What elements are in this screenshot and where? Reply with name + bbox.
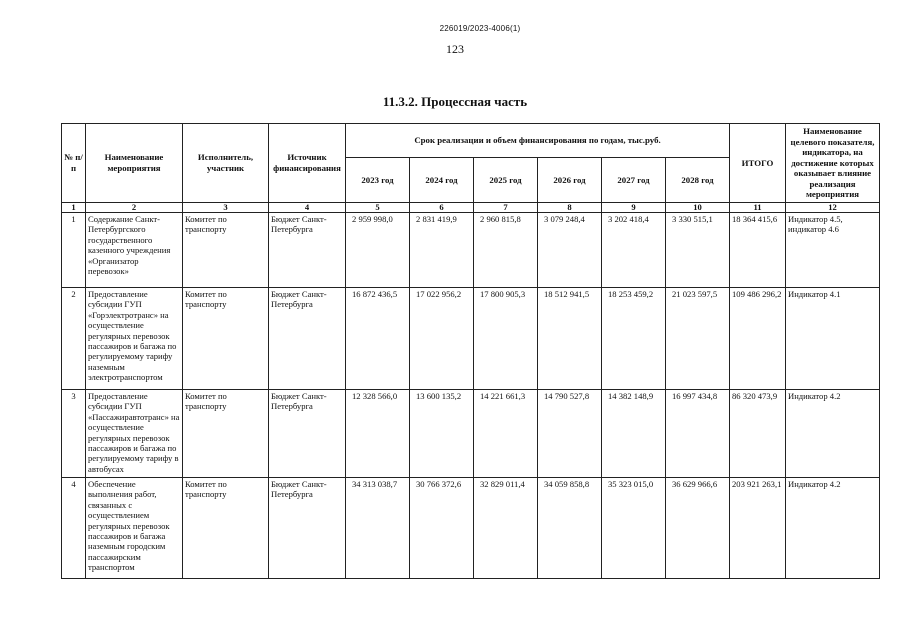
header-executor: Исполнитель, участник	[183, 124, 269, 203]
row-name: Предоставление субсидии ГУП «Горэлектротранс» на осуществление регулярных перевозок пассажиров и багажа по регулируемому тарифу наземным электротранспортом	[86, 288, 183, 390]
table-row	[62, 288, 880, 390]
column-index: 1	[62, 203, 86, 213]
row-value: 17 800 905,3	[474, 288, 538, 390]
row-value: 13 600 135,2	[410, 390, 474, 478]
row-value: 21 023 597,5	[666, 288, 730, 390]
header-year: 2028 год	[666, 158, 730, 203]
row-num: 2	[62, 288, 86, 390]
header-total: ИТОГО	[730, 124, 786, 203]
row-source: Бюджет Санкт-Петербурга	[269, 288, 346, 390]
column-index: 6	[410, 203, 474, 213]
row-executor: Комитет по транспорту	[183, 213, 269, 288]
row-value: 35 323 015,0	[602, 478, 666, 579]
row-value: 16 997 434,8	[666, 390, 730, 478]
row-value: 14 382 148,9	[602, 390, 666, 478]
column-index: 2	[86, 203, 183, 213]
row-num: 3	[62, 390, 86, 478]
row-num: 4	[62, 478, 86, 579]
row-value: 30 766 372,6	[410, 478, 474, 579]
page-number: 123	[446, 42, 464, 56]
column-index: 7	[474, 203, 538, 213]
row-value: 3 330 515,1	[666, 213, 730, 288]
column-index: 9	[602, 203, 666, 213]
row-source: Бюджет Санкт-Петербурга	[269, 390, 346, 478]
column-index: 4	[269, 203, 346, 213]
column-index: 3	[183, 203, 269, 213]
row-value: 16 872 436,5	[346, 288, 410, 390]
row-value: 12 328 566,0	[346, 390, 410, 478]
row-value: 32 829 011,4	[474, 478, 538, 579]
row-value: 34 059 858,8	[538, 478, 602, 579]
header-year: 2025 год	[474, 158, 538, 203]
header-num: № п/п	[62, 124, 86, 203]
row-name: Содержание Санкт-Петербургского государственного казенного учреждения «Организатор перевозок»	[86, 213, 183, 288]
row-source: Бюджет Санкт-Петербурга	[269, 478, 346, 579]
header-year: 2027 год	[602, 158, 666, 203]
table-row	[62, 213, 880, 288]
row-name: Предоставление субсидии ГУП «Пассажиравтотранс» на осуществление регулярных перевозок пассажиров и багажа по регулируемому тарифу в автобусах	[86, 390, 183, 478]
row-total: 109 486 296,2	[730, 288, 786, 390]
row-value: 14 790 527,8	[538, 390, 602, 478]
row-value: 14 221 661,3	[474, 390, 538, 478]
header-year: 2024 год	[410, 158, 474, 203]
row-value: 34 313 038,7	[346, 478, 410, 579]
row-indicator: Индикатор 4.2	[786, 478, 880, 579]
row-name: Обеспечение выполнения работ, связанных с осуществлением регулярных перевозок пассажиров и багажа наземным городским пассажирским транспортом	[86, 478, 183, 579]
row-indicator: Индикатор 4.2	[786, 390, 880, 478]
row-total: 86 320 473,9	[730, 390, 786, 478]
column-index: 5	[346, 203, 410, 213]
section-title: 11.3.2. Процессная часть	[382, 94, 528, 109]
row-value: 36 629 966,6	[666, 478, 730, 579]
financing-table	[61, 123, 880, 579]
row-source: Бюджет Санкт-Петербурга	[269, 213, 346, 288]
document-number: 226019/2023-4006(1)	[439, 24, 521, 33]
table-row	[62, 478, 880, 579]
row-total: 203 921 263,1	[730, 478, 786, 579]
row-executor: Комитет по транспорту	[183, 390, 269, 478]
header-year: 2026 год	[538, 158, 602, 203]
column-index: 8	[538, 203, 602, 213]
header-indicator: Наименование целевого показателя, индикатора, на достижение которых оказывает влияние реализация мероприятия	[786, 124, 880, 203]
column-index: 11	[730, 203, 786, 213]
table-row	[62, 390, 880, 478]
header-name: Наименование мероприятия	[86, 124, 183, 203]
header-period: Срок реализации и объем финансирования по годам, тыс.руб.	[346, 124, 730, 158]
row-executor: Комитет по транспорту	[183, 478, 269, 579]
row-indicator: Индикатор 4.1	[786, 288, 880, 390]
row-value: 2 831 419,9	[410, 213, 474, 288]
row-executor: Комитет по транспорту	[183, 288, 269, 390]
row-value: 18 253 459,2	[602, 288, 666, 390]
row-value: 2 959 998,0	[346, 213, 410, 288]
column-index: 10	[666, 203, 730, 213]
row-value: 2 960 815,8	[474, 213, 538, 288]
row-total: 18 364 415,6	[730, 213, 786, 288]
row-value: 3 079 248,4	[538, 213, 602, 288]
row-value: 17 022 956,2	[410, 288, 474, 390]
row-num: 1	[62, 213, 86, 288]
header-source: Источник финансирования	[269, 124, 346, 203]
header-year: 2023 год	[346, 158, 410, 203]
column-index: 12	[786, 203, 880, 213]
row-value: 18 512 941,5	[538, 288, 602, 390]
row-value: 3 202 418,4	[602, 213, 666, 288]
row-indicator: Индикатор 4.5, индикатор 4.6	[786, 213, 880, 288]
